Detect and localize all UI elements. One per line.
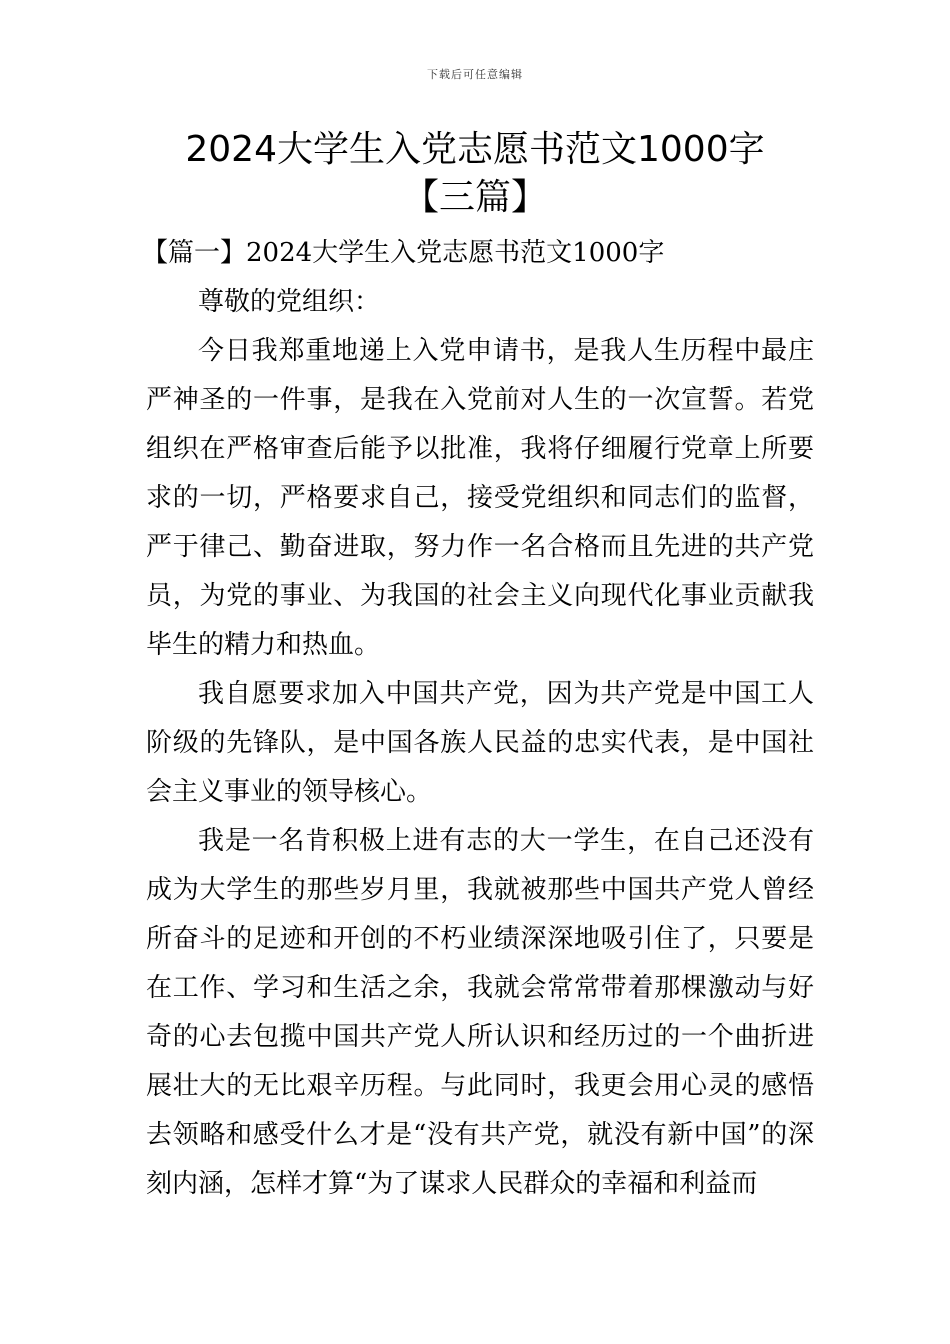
header-note: 下载后可任意编辑 (427, 68, 523, 81)
document-body (142, 229, 814, 1209)
paragraph-1: 今日我郑重地递上入党申请书，是我人生历程中最庄严神圣的一件事，是我在入党前对人生的一次宣誓。若党组织在严格审查后能予以批准，我将仔细履行党章上所要求的一切，严格要求自己，接受党组织和同志们的监督，严于律己、勤奋进取，努力作一名合格而且先进的共产党员，为党的事业、为我国的社会主义向现代化事业贡献我毕生的精力和热血。 (146, 336, 814, 660)
section-heading: 【篇一】2024大学生入党志愿书范文1000字 (142, 238, 665, 268)
paragraph-3: 我是一名肯积极上进有志的大一学生，在自己还没有成为大学生的那些岁月里，我就被那些中国共产党人曾经所奋斗的足迹和开创的不朽业绩深深地吸引住了，只要是在工作、学习和生活之余，我就会常常带着那棵激动与好奇的心去包揽中国共产党人所认识和经历过的一个曲折进展壮大的无比艰辛历程。与此同时，我更会用心灵的感悟去领略和感受什么才是“没有共产党，就没有新中国”的深刻内涵，怎样才算“为了谋求人民群众的幸福和利益而 (146, 826, 814, 1199)
document-title: 2024大学生入党志愿书范文1000字【三篇】 (185, 129, 765, 218)
salutation: 尊敬的党组织： (198, 287, 381, 317)
paragraph-2: 我自愿要求加入中国共产党，因为共产党是中国工人阶级的先锋队，是中国各族人民益的忠实代表，是中国社会主义事业的领导核心。 (146, 679, 814, 807)
